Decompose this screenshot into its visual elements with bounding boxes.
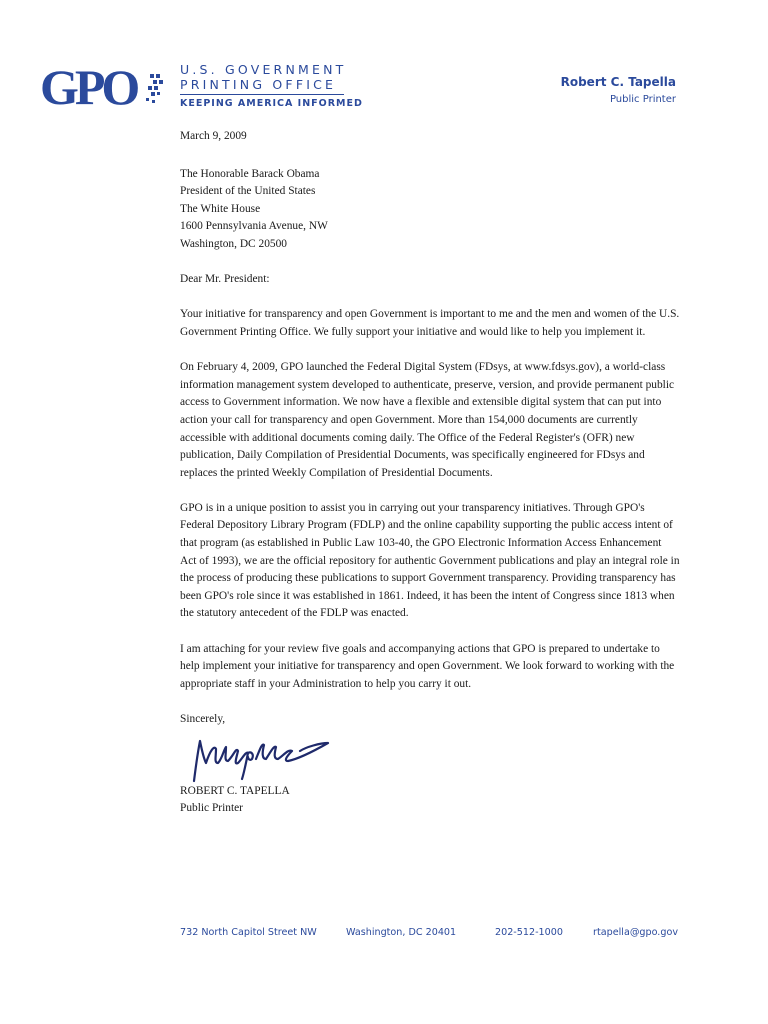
signature-image	[180, 729, 340, 787]
paragraph: I am attaching for your review five goals and accompanying actions that GPO is prepared to undertake to help implement your initiative for transparency and open Government. We look forward to working with the appropriate staff in your Administration to help you carry it out.	[180, 642, 675, 690]
recipient-line: President of the United States	[180, 185, 316, 198]
letter-body	[180, 128, 680, 818]
footer-phone: 202-512-1000	[495, 927, 563, 938]
recipient-line: Washington, DC 20500	[180, 237, 287, 250]
agency-name	[180, 62, 363, 109]
closing: Sincerely,	[180, 713, 226, 725]
signer-title: Public Printer	[180, 802, 243, 815]
letter-date: March 9, 2009	[180, 130, 247, 142]
footer-city: Washington, DC 20401	[346, 927, 457, 938]
signer-name: ROBERT C. TAPELLA	[180, 784, 290, 797]
agency-line-1: U.S. GOVERNMENT	[180, 62, 347, 77]
gpo-logo	[40, 62, 166, 110]
sender-title: Public Printer	[609, 94, 676, 105]
paragraph: GPO is in a unique position to assist you in carrying out your transparency initiatives. Through GPO's Federal Depository Library Program (FDLP) and the online capability supporting the public access intent of that program (as established in Public Law 103-40, the GPO Electronic Information Access Enhancement Act of 1993), we are the official repository for authentic Government publications and play an integral role in the process of producing these publications to support Government transparency. Providing transparency has been GPO's role since it was established in 1861. Indeed, it has been the intent of Congress since 1813 when the statutory antecedent of the FDLP was enacted.	[180, 501, 680, 620]
sender-name: Robert C. Tapella	[560, 75, 676, 89]
paragraph: On February 4, 2009, GPO launched the Federal Digital System (FDsys, at www.fdsys.gov), a world-class information management system developed to authenticate, preserve, version, and provide permanent public access to Government information. We now have a flexible and extensible digital system that can put into action your call for transparency and open Government. More than 154,000 documents are currently accessible with additional documents coming daily. The Office of the Federal Register's (OFR) new publication, Daily Compilation of Presidential Documents, was specifically engineered for FDsys and replaces the printed Weekly Compilation of Presidential Documents.	[180, 361, 675, 479]
recipient-line: The White House	[180, 202, 261, 215]
recipient-address	[180, 166, 680, 254]
recipient-line: 1600 Pennsylvania Avenue, NW	[180, 220, 328, 233]
footer-address: 732 North Capitol Street NW	[180, 927, 317, 938]
sender-block	[561, 75, 676, 105]
svg-text:GPO: GPO	[40, 62, 137, 110]
signer-block	[180, 783, 680, 818]
footer-email: rtapella@gpo.gov	[593, 927, 678, 938]
agency-tagline: KEEPING AMERICA INFORMED	[180, 98, 363, 109]
recipient-line: The Honorable Barack Obama	[180, 167, 320, 180]
agency-divider	[180, 94, 344, 95]
salutation: Dear Mr. President:	[180, 273, 270, 286]
paragraph: Your initiative for transparency and open Government is important to me and the men and women of the U.S. Government Printing Office. We fully support your initiative and would like to help you implement it.	[180, 308, 680, 338]
agency-line-2: PRINTING OFFICE	[180, 77, 337, 92]
